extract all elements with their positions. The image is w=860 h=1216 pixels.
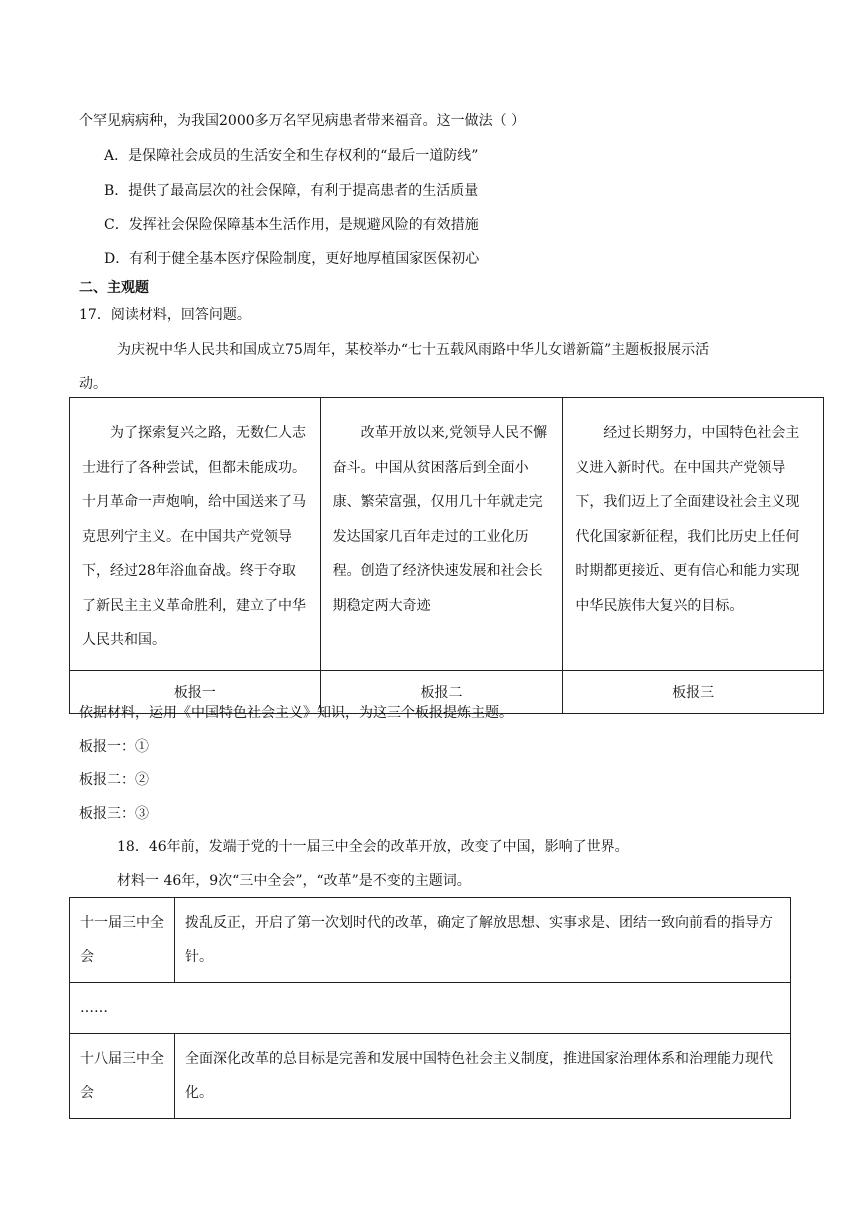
board-table: [69, 397, 824, 714]
board-two-label: 板报二: [320, 670, 563, 713]
session-content: 全面深化改革的总目标是完善和发展中国特色社会主义制度，推进国家治理体系和治理能力现代化。: [175, 1034, 791, 1119]
answer-board-three: 板报三：③: [79, 806, 149, 822]
question-18-stem: 18．46年前，发端于党的十一届三中全会的改革开放，改变了中国，影响了世界。: [117, 839, 629, 855]
question-16-tail: 个罕见病病种，为我国2000多万名罕见病患者带来福音。这一做法（ ）: [79, 113, 526, 129]
board-one-content: 为了探索复兴之路，无数仁人志士进行了各种尝试，但都未能成功。十月革命一声炮响，给中国送来了马克思列宁主义。在中国共产党领导下，经过28年浴血奋战。终于夺取了新民主主义革命胜利，建立了中华人民共和国。: [70, 398, 321, 671]
session-content: 拨乱反正，开启了第一次划时代的改革，确定了解放思想、实事求是、团结一致向前看的指导方针。: [175, 898, 791, 983]
answer-board-one: 板报一：①: [79, 739, 149, 755]
option-c: C．发挥社会保险保障基本生活作用，是规避风险的有效措施: [104, 217, 479, 233]
board-three-label: 板报三: [563, 670, 824, 713]
table-row: [70, 898, 791, 983]
session-name: 十一届三中全会: [70, 898, 175, 983]
option-a: A．是保障社会成员的生活安全和生存权利的“最后一道防线”: [104, 148, 479, 164]
table-row: [70, 983, 791, 1034]
board-content-row: [70, 398, 824, 671]
q17-intro-line2: 动。: [79, 376, 107, 392]
question-17-stem: 17．阅读材料，回答问题。: [79, 307, 251, 323]
plenum-table: [69, 897, 791, 1119]
board-three-content: 经过长期努力，中国特色社会主义进入新时代。在中国共产党领导下，我们迈上了全面建设社会主义现代化国家新征程，我们比历史上任何时期都更接近、更有信心和能力实现中华民族伟大复兴的目标。: [563, 398, 824, 671]
q17-question: 依据材料，运用《中国特色社会主义》知识，为这三个板报提炼主题。: [79, 705, 513, 721]
section-title: 二、主观题: [79, 280, 149, 296]
board-two-content: 改革开放以来,党领导人民不懈奋斗。中国从贫困落后到全面小康、繁荣富强，仅用几十年就走完发达国家几百年走过的工业化历程。创造了经济快速发展和社会长期稳定两大奇迹: [320, 398, 563, 671]
session-name: 十八届三中全会: [70, 1034, 175, 1119]
q17-intro-line1: 为庆祝中华人民共和国成立75周年，某校举办“七十五载风雨路中华儿女谱新篇”主题板报展示活: [117, 342, 710, 358]
option-d: D．有利于健全基本医疗保险制度，更好地厚植国家医保初心: [104, 251, 480, 267]
answer-board-two: 板报二：②: [79, 772, 149, 788]
q18-material-one: 材料一 46年，9次“三中全会”，“改革”是不变的主题词。: [117, 873, 471, 889]
ellipsis-row: ……: [70, 983, 791, 1034]
option-b: B．提供了最高层次的社会保障，有利于提高患者的生活质量: [104, 183, 479, 199]
board-one-label: 板报一: [70, 670, 321, 713]
table-row: [70, 1034, 791, 1119]
